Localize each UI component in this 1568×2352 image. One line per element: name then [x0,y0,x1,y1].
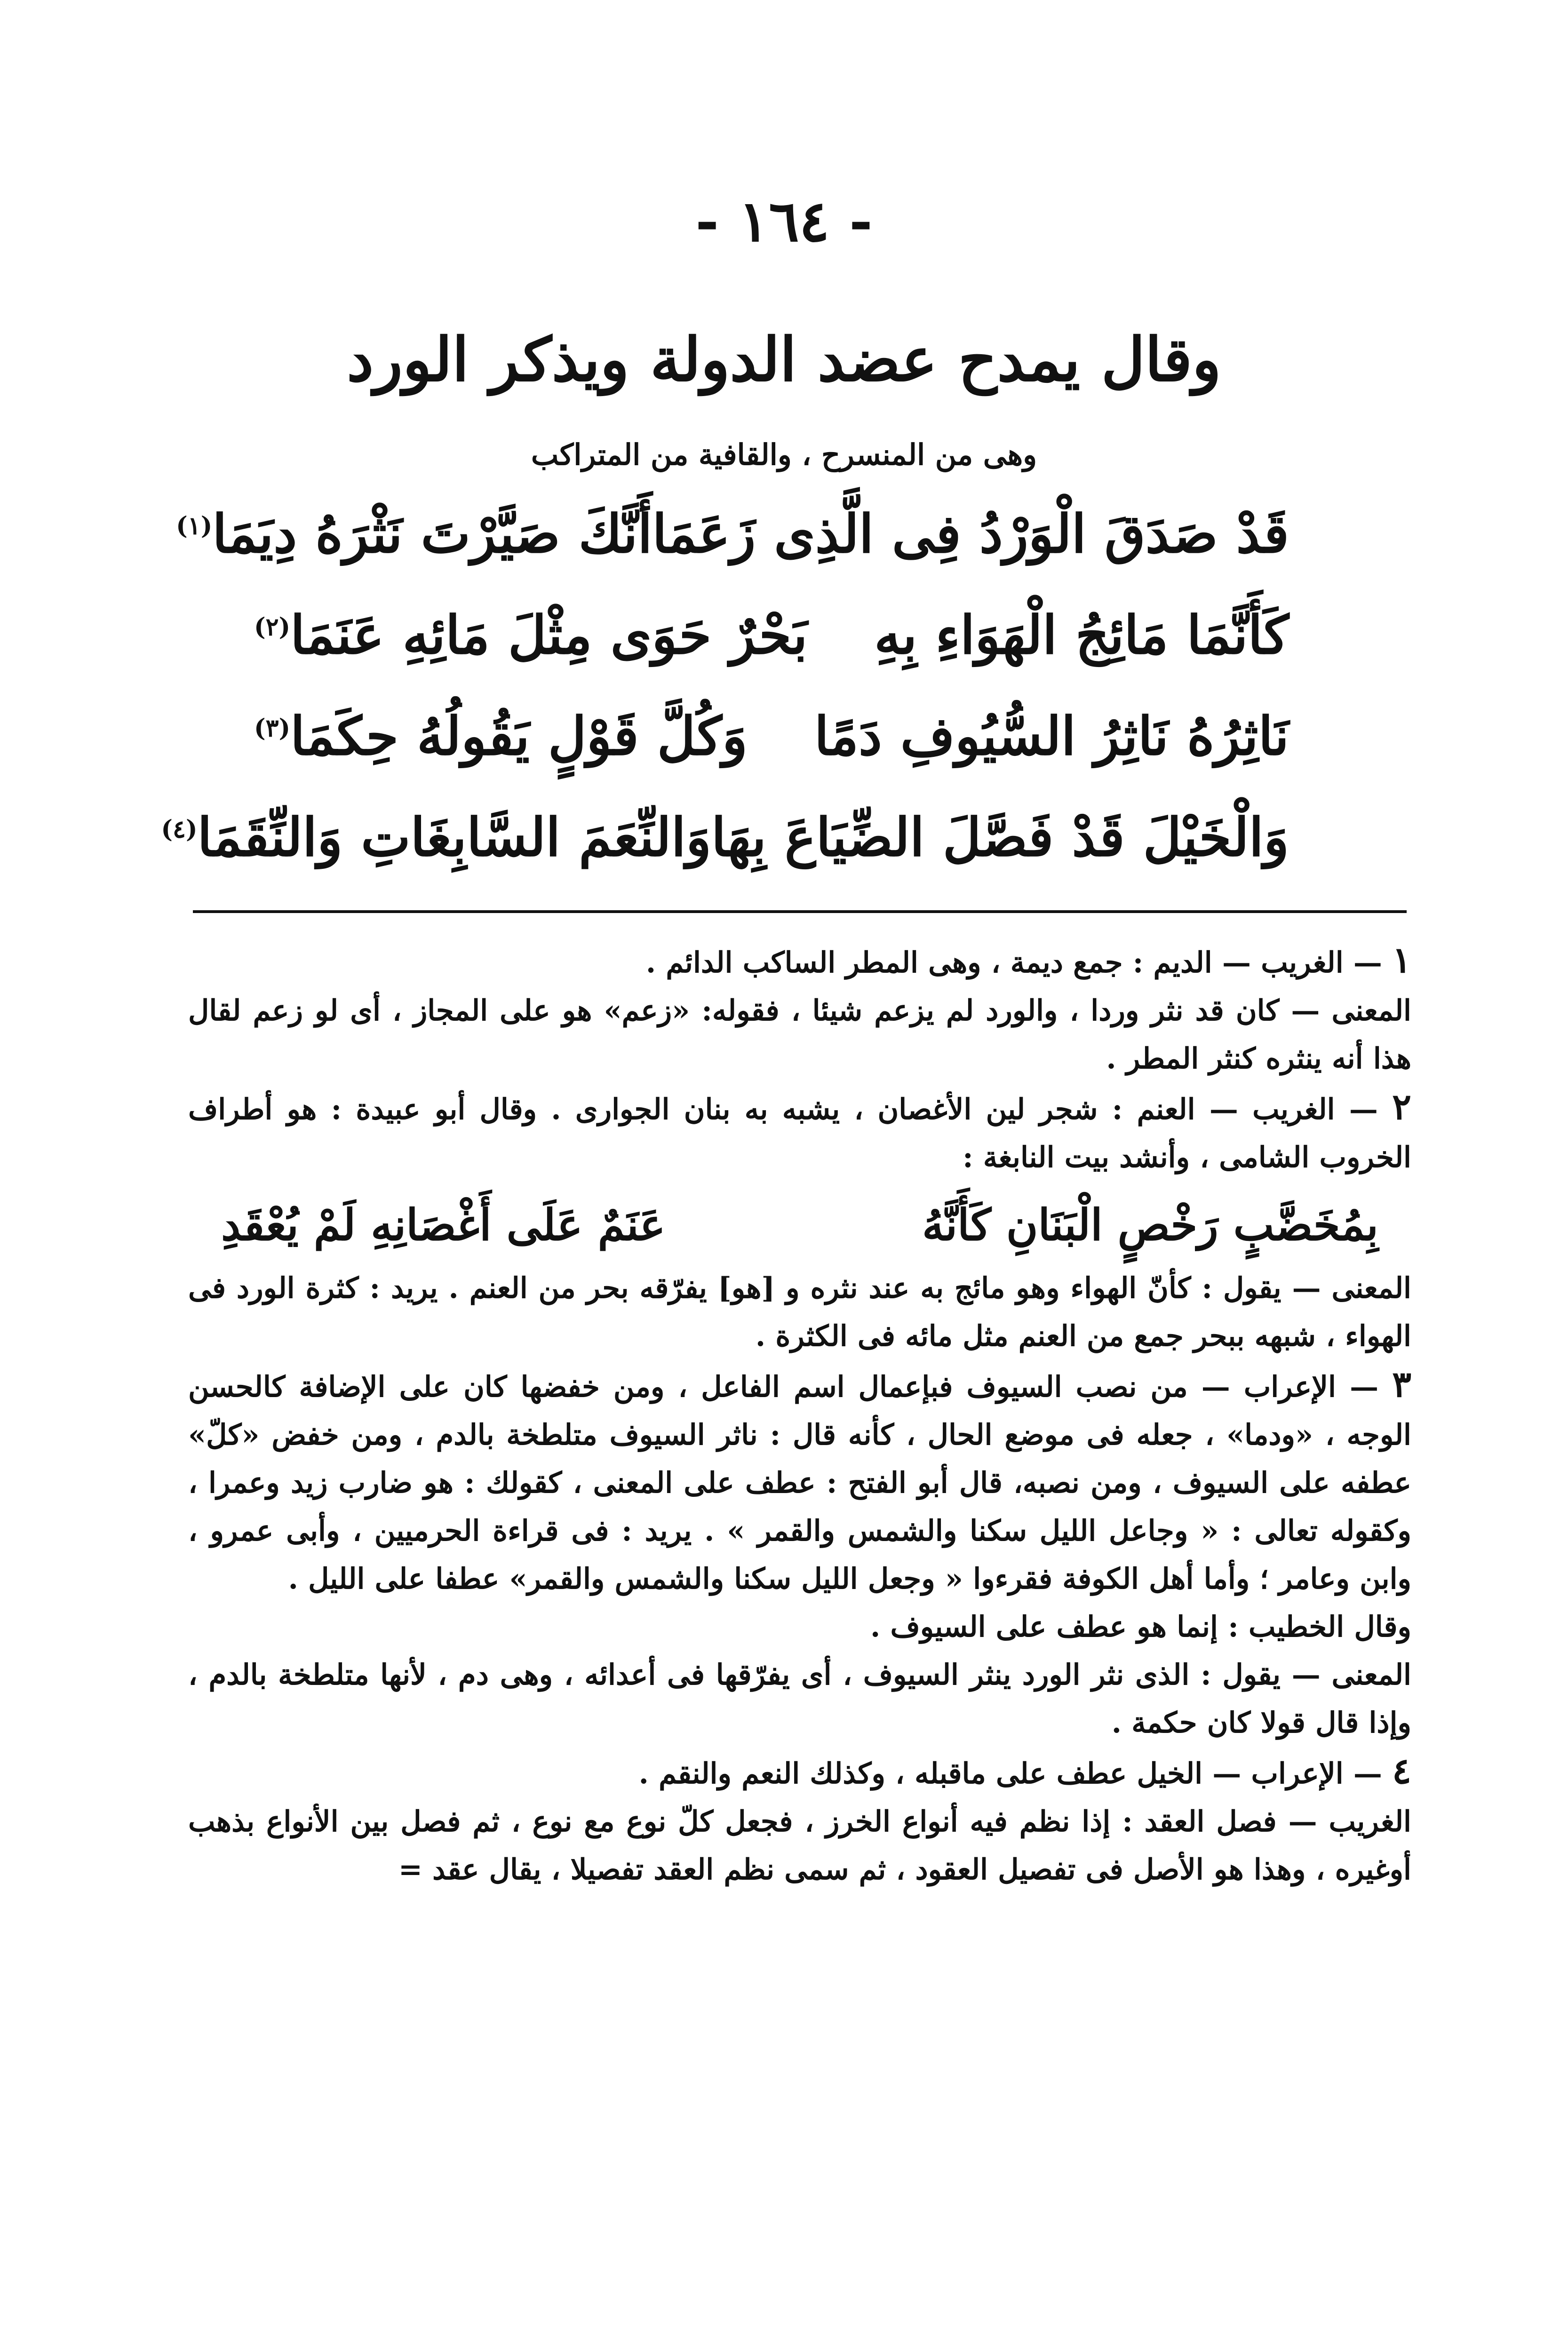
footnote-marker: (٣) [254,714,291,743]
footnote-divider [193,910,1407,913]
irab-text: الخيل عطف على ماقبله ، وكذلك النعم والنقم . [638,1757,1203,1790]
note-4-gharib [188,1798,1411,1894]
verse-second-hemistich: وَالنِّعَمَ السَّابِغَاتِ وَالنِّقَمَا$^{(٤)}$ [161,807,711,868]
irab-label: — الإعراب — [1201,1370,1379,1404]
verse-first-hemistich: وَالْخَيْلَ قَدْ فَصَّلَ الضِّيَاعَ بِهَا [711,807,1289,868]
poem-verse [254,604,1289,706]
maana-label: المعنى — [1291,994,1411,1027]
note-number: ٤ [1392,1750,1411,1792]
quoted-verse [188,1182,1411,1264]
gharib-label: — الغريب — [1209,1093,1378,1126]
note-number: ١ [1392,939,1411,981]
note-3-khatib [188,1603,1411,1651]
maana-text: يقول : كأنّ الهواء وهو مائج به عند نثره و [هو] يفرّقه بحر من العنم . يريد : كثرة الورد فى الهواء ، شبهه ببحر جمع من العنم مثل مائه فى الكثرة . [188,1271,1411,1353]
maana-text: يقول : الذى نثر الورد ينثر السيوف ، أى يفرّقها فى أعدائه ، وهى دم ، لأنها متلطخة بالدم ، وإذا قال قولا كان حكمة . [188,1658,1411,1740]
verse-second-hemistich: أَنَّكَ صَيَّرْتَ نَثْرَهُ دِيَمَا$^{(١)}$ [176,503,653,565]
page-number: - ١٦٤ - [695,188,873,254]
poem [161,503,1289,908]
note-2-gharib [188,1083,1411,1182]
note-3-irab [188,1360,1411,1603]
poem-title: وقال يمدح عضد الدولة ويذكر الورد [347,325,1221,395]
note-3-maana [188,1651,1411,1747]
maana-label: المعنى — [1291,1658,1412,1692]
poem-meter-note: وهى من المنسرح ، والقافية من المتراكب [531,437,1037,472]
gharib-label: الغريب — [1288,1805,1411,1838]
verse-first-hemistich: كَأَنَّمَا مَائِجُ الْهَوَاءِ بِهِ [874,604,1289,666]
khatib-text: وقال الخطيب : إنما هو عطف على السيوف . [870,1610,1411,1644]
note-1-maana [188,987,1411,1083]
verse-first-hemistich: قَدْ صَدَقَ الْوَرْدُ فِى الَّذِى زَعَمَا [652,503,1289,565]
commentary [188,936,1411,1894]
poem-verse [161,807,1289,908]
poem-verse [254,706,1289,807]
note-1-gharib [188,936,1411,987]
irab-label: — الإعراب — [1212,1757,1382,1790]
verse-second-hemistich: وَكُلَّ قَوْلٍ يَقُولُهُ حِكَمَا$^{(٣)}$ [254,706,748,767]
note-4-irab [188,1747,1411,1798]
gharib-text: الديم : جمع ديمة ، وهى المطر الساكب الدائم . [645,946,1212,979]
note-number: ٢ [1392,1086,1411,1128]
footnote-marker: (٤) [161,815,198,844]
quoted-verse-first-hemistich: بِمُخَضَّبٍ رَخْصٍ الْبَنَانِ كَأَنَّهُ [922,1200,1378,1250]
note-number: ٣ [1392,1363,1412,1405]
gharib-text: فصل العقد : إذا نظم فيه أنواع الخرز ، فجعل كلّ نوع مع نوع ، ثم فصل بين الأنواع بذهب أوغيره ، وهذا هو الأصل فى تفصيل العقود ، ثم سمى نظم العقد تفصيلا ، يقال عقد = [188,1805,1411,1886]
quoted-verse-second-hemistich: عَنَمٌ عَلَى أَغْصَانِهِ لَمْ يُعْقَدِ [221,1200,666,1250]
footnote-marker: (١) [176,511,213,540]
poem-verse [176,503,1289,604]
irab-text: من نصب السيوف فبإعمال اسم الفاعل ، ومن خفضها كان على الإضافة كالحسن الوجه ، «ودما» ، جعله فى موضع الحال ، كأنه قال : ناثر السيوف متلطخة بالدم ، ومن خفض «كلّ» عطفه على السيوف ، ومن نصبه، قال أبو الفتح : عطف على المعنى ، كقولك : هو ضارب زيد وعمرا ، وكقوله تعالى : « وجاعل الليل سكنا والشمس والقمر » . يريد : فى قراءة الحرميين ، وأبى عمرو ، وابن وعامر ؛ وأما أهل الكوفة فقرءوا « وجعل الليل سكنا والشمس والقمر» عطفا على الليل . [188,1370,1411,1596]
gharib-label: — الغريب — [1222,946,1382,979]
maana-text: كان قد نثر وردا ، والورد لم يزعم شيئا ، فقوله: «زعم» هو على المجاز ، أى لو زعم لقال هذا أنه ينثره كنثر المطر . [188,994,1411,1075]
verse-first-hemistich: نَاثِرُهُ نَاثِرُ السُّيُوفِ دَمًا [814,706,1289,767]
note-2-maana [188,1264,1411,1360]
footnote-marker: (٢) [254,612,291,642]
verse-second-hemistich: بَحْرٌ حَوَى مِثْلَ مَائِهِ عَنَمَا$^{(٢)}$ [254,604,808,666]
gharib-text: العنم : شجر لين الأغصان ، يشبه به بنان الجوارى . وقال أبو عبيدة : هو أطراف الخروب الشامى ، وأنشد بيت النابغة : [188,1093,1411,1174]
maana-label: المعنى — [1292,1271,1411,1305]
